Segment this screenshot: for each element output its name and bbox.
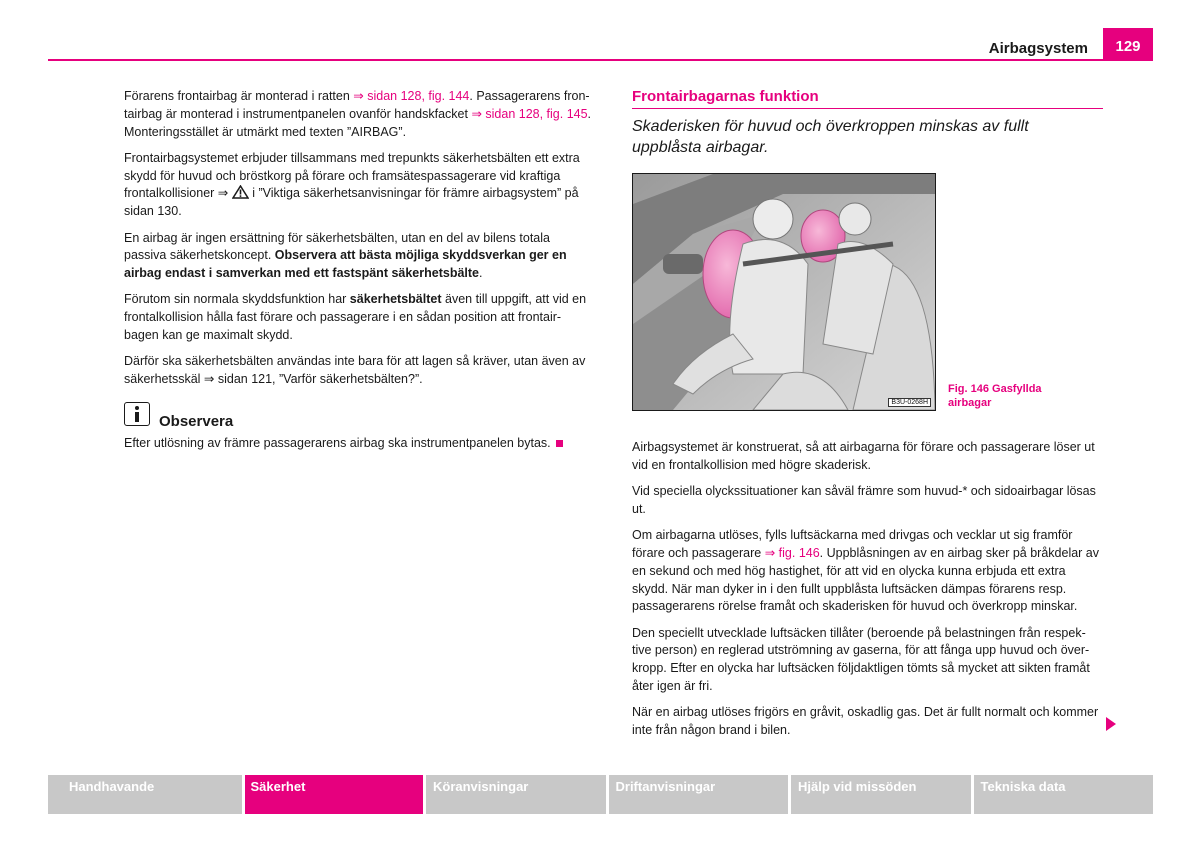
chapter-nav bbox=[48, 775, 1153, 814]
link-fig-146[interactable]: ⇒ fig. 146 bbox=[764, 545, 820, 560]
paragraph-inflation: Om airbagarna utlöses, fylls luftsäckarna med drivgas och vecklar ut sig framför förare och passagerare ⇒ fig. 146. Uppblåsningen av en airbag sker på bråkdelar av en sekund och med hög hastighet, för att vid en olycka kunna erbjuda ett extra skydd. När man dyker in i den fullt uppblåsta luftsäcken dämpas förarens resp. passagerarens rörelse framåt och skaderisken för huvud och överkropp minskar. bbox=[632, 528, 1100, 614]
page-number-badge bbox=[1103, 28, 1153, 61]
paragraph-system-protection: Frontairbagsystemet erbjuder tillsammans med trepunkts säkerhetsbälten ett extra skydd för huvud och bröstkorg på förare och framsätespassagerare vid kraftiga frontalkollisioner ⇒ i ”Viktiga säkerhetsanvisningar för främre airbagsystem” på sidan 130. bbox=[124, 150, 580, 219]
nav-koranvisningar[interactable]: Köranvisningar bbox=[426, 775, 606, 814]
nav-sakerhet[interactable]: Säkerhet bbox=[245, 775, 424, 814]
warning-triangle-icon bbox=[232, 185, 249, 199]
header-rule bbox=[48, 59, 1153, 61]
paragraph-deflation: Den speciellt utvecklade luftsäcken tillåter (beroende på belastningen från respek-tive person) en reglerad utströmning av gaserna, för att fånga upp huvud och över-kropp. Efter en olycka har luftsäcken följdaktligen tömts så mycket att sikten framåt åter igen är fri. bbox=[632, 625, 1090, 694]
airbag-illustration bbox=[633, 174, 935, 410]
nav-driftanvisningar[interactable]: Driftanvisningar bbox=[609, 775, 789, 814]
section-title: Airbagsystem bbox=[988, 40, 1088, 57]
paragraph-special-situations: Vid speciella olyckssituationer kan såväl främre som huvud-* och sidoairbagar lösas ut. bbox=[632, 484, 1096, 516]
left-column bbox=[124, 88, 594, 397]
paragraph-gas: När en airbag utlöses frigörs en gråvit, oskadlig gas. Det är fullt normalt och kommer inte från någon brand i bilen. bbox=[632, 705, 1099, 738]
link-page-128-fig-145[interactable]: ⇒ sidan 128, fig. 145 bbox=[471, 106, 588, 121]
note-title: Observera bbox=[159, 413, 234, 430]
section-heading: Frontairbagarnas funktion bbox=[632, 88, 819, 105]
section-subheading: Skaderisken för huvud och överkroppen minskas av fullt uppblåsta airbagar. bbox=[632, 118, 1029, 156]
continue-arrow-icon[interactable] bbox=[1106, 717, 1116, 731]
note-text: Efter utlösning av främre passagerarens airbag ska instrumentpanelen bytas. bbox=[124, 435, 594, 453]
paragraph-not-replacement: En airbag är ingen ersättning för säkerhetsbälten, utan en del av bilens totala passiva säkerhetskoncept. Observera att bästa möjliga skyddsverkan ger en airbag endast i samverkan med ett fastspänt säkerhetsbälte. bbox=[124, 230, 567, 281]
nav-tekniska-data[interactable]: Tekniska data bbox=[974, 775, 1154, 814]
paragraph-system-design: Airbagsystemet är konstruerat, så att airbagarna för förare och passagerare löser ut vid en frontalkollision med högre skaderisk. bbox=[632, 440, 1095, 472]
page-number: 129 bbox=[1115, 38, 1141, 55]
note-icon bbox=[124, 402, 150, 426]
end-marker-icon bbox=[556, 440, 563, 447]
paragraph-airbag-location: Förarens frontairbag är monterad i ratten ⇒ sidan 128, fig. 144. Passagerarens fron-tairbag är monterad i instrumentpanelen ovanför handskfacket ⇒ sidan 128, fig. 145. Monteringsstället är utmärkt med texten ”AIRBAG”. bbox=[124, 89, 592, 139]
figure-airbags-illustration bbox=[632, 173, 936, 411]
section-heading-rule bbox=[632, 108, 1103, 109]
figure-code: B3U-0268H bbox=[888, 398, 931, 407]
paragraph-seatbelt-function: Förutom sin normala skyddsfunktion har säkerhetsbältet även till uppgift, att vid en frontalkollision hålla fast förare och passagerare i en sådan position att frontair-bagen kan ge maximalt skydd. bbox=[124, 292, 587, 343]
nav-handhavande[interactable]: Handhavande bbox=[48, 775, 242, 814]
paragraph-use-seatbelts: Därför ska säkerhetsbälten användas inte bara för att lagen så kräver, utan även av säkerhetsskäl ⇒ sidan 121, ”Varför säkerhetsbälten?”. bbox=[124, 354, 586, 387]
right-column bbox=[632, 439, 1102, 748]
link-page-128-fig-144[interactable]: ⇒ sidan 128, fig. 144 bbox=[353, 89, 470, 103]
nav-hjalp-vid-missoden[interactable]: Hjälp vid missöden bbox=[791, 775, 971, 814]
figure-caption: Fig. 146 Gasfyllda airbagar bbox=[948, 383, 1042, 409]
